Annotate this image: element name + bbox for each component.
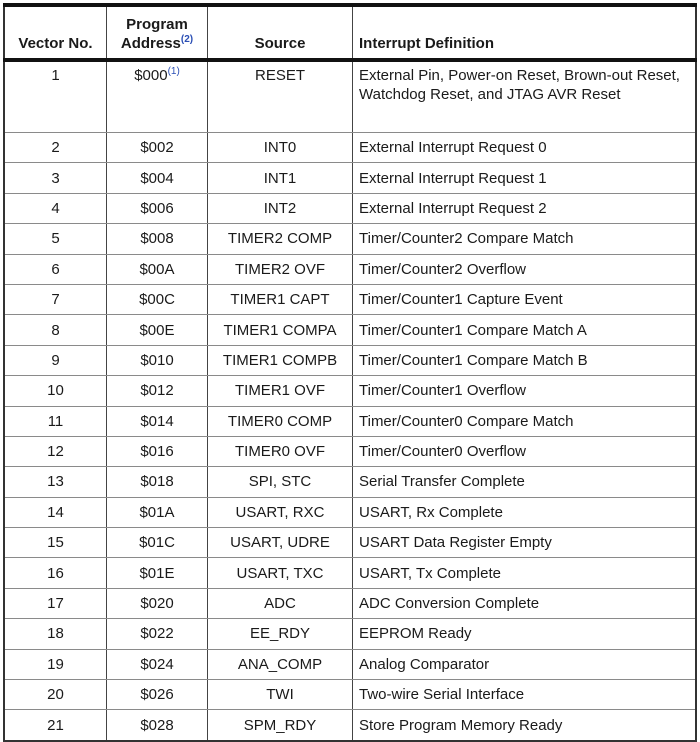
- cell-interrupt-definition: Store Program Memory Ready: [353, 710, 697, 741]
- address-value: $01A: [139, 503, 175, 521]
- cell-interrupt-definition: Analog Comparator: [353, 649, 697, 679]
- cell-interrupt-definition: ADC Conversion Complete: [353, 588, 697, 618]
- cell-source: TIMER1 OVF: [208, 376, 353, 406]
- cell-source: TIMER2 OVF: [208, 254, 353, 284]
- address-value: $006: [140, 199, 174, 217]
- cell-source: ANA_COMP: [208, 649, 353, 679]
- address-value: $00A: [139, 260, 175, 278]
- cell-vector-no: 15: [4, 528, 107, 558]
- address-value: $01C: [139, 534, 175, 552]
- table-row: [4, 254, 696, 284]
- address-value: $018: [140, 473, 174, 491]
- table-row: [4, 558, 696, 588]
- cell-source: TIMER2 COMP: [208, 224, 353, 254]
- cell-vector-no: 1: [4, 60, 107, 133]
- cell-interrupt-definition: External Interrupt Request 1: [353, 163, 697, 193]
- cell-source: SPM_RDY: [208, 710, 353, 741]
- address-value: $022: [140, 625, 174, 643]
- cell-source: ADC: [208, 588, 353, 618]
- table-row: [4, 345, 696, 375]
- address-value: $012: [140, 382, 174, 400]
- table-row: [4, 649, 696, 679]
- header-program-address-line1: Program: [126, 16, 188, 33]
- header-source: Source: [208, 5, 353, 60]
- cell-program-address: [107, 528, 208, 558]
- cell-vector-no: 10: [4, 376, 107, 406]
- cell-vector-no: 18: [4, 619, 107, 649]
- cell-program-address: [107, 588, 208, 618]
- header-interrupt-definition: Interrupt Definition: [353, 5, 697, 60]
- cell-vector-no: 3: [4, 163, 107, 193]
- cell-program-address: [107, 284, 208, 314]
- cell-source: TIMER0 COMP: [208, 406, 353, 436]
- table-row: [4, 619, 696, 649]
- cell-vector-no: 13: [4, 467, 107, 497]
- cell-source: USART, TXC: [208, 558, 353, 588]
- cell-vector-no: 5: [4, 224, 107, 254]
- table-row: [4, 60, 696, 133]
- table-row: [4, 376, 696, 406]
- cell-program-address: [107, 467, 208, 497]
- cell-vector-no: 6: [4, 254, 107, 284]
- table-row: [4, 497, 696, 527]
- cell-vector-no: 7: [4, 284, 107, 314]
- cell-program-address: [107, 710, 208, 741]
- address-value: $014: [140, 412, 174, 430]
- cell-program-address: [107, 436, 208, 466]
- cell-interrupt-definition: Timer/Counter1 Capture Event: [353, 284, 697, 314]
- cell-source: TWI: [208, 680, 353, 710]
- cell-program-address: [107, 680, 208, 710]
- table-row: [4, 224, 696, 254]
- address-value: $010: [140, 351, 174, 369]
- cell-vector-no: 4: [4, 193, 107, 223]
- cell-interrupt-definition: External Interrupt Request 0: [353, 133, 697, 163]
- cell-interrupt-definition: USART Data Register Empty: [353, 528, 697, 558]
- cell-program-address: [107, 60, 208, 133]
- table-body: [4, 60, 696, 741]
- cell-source: EE_RDY: [208, 619, 353, 649]
- cell-vector-no: 8: [4, 315, 107, 345]
- address-value: $016: [140, 443, 174, 461]
- table-row: [4, 588, 696, 618]
- table-row: [4, 528, 696, 558]
- cell-source: INT1: [208, 163, 353, 193]
- interrupt-vector-table: [3, 3, 697, 742]
- cell-interrupt-definition: External Interrupt Request 2: [353, 193, 697, 223]
- cell-source: INT2: [208, 193, 353, 223]
- cell-vector-no: 11: [4, 406, 107, 436]
- header-program-address: [107, 5, 208, 60]
- address-value: $008: [140, 230, 174, 248]
- cell-vector-no: 16: [4, 558, 107, 588]
- cell-source: USART, RXC: [208, 497, 353, 527]
- header-row: [4, 5, 696, 60]
- cell-program-address: [107, 163, 208, 193]
- cell-program-address: [107, 345, 208, 375]
- address-value: $024: [140, 655, 174, 673]
- cell-interrupt-definition: Timer/Counter1 Compare Match B: [353, 345, 697, 375]
- cell-vector-no: 9: [4, 345, 107, 375]
- address-value: $002: [140, 139, 174, 157]
- cell-source: USART, UDRE: [208, 528, 353, 558]
- cell-interrupt-definition: USART, Tx Complete: [353, 558, 697, 588]
- table-row: [4, 315, 696, 345]
- cell-program-address: [107, 133, 208, 163]
- table-row: [4, 680, 696, 710]
- cell-interrupt-definition: External Pin, Power-on Reset, Brown-out Reset, Watchdog Reset, and JTAG AVR Reset: [353, 60, 697, 133]
- cell-interrupt-definition: Timer/Counter1 Overflow: [353, 376, 697, 406]
- cell-program-address: [107, 193, 208, 223]
- cell-vector-no: 2: [4, 133, 107, 163]
- footnote-ref-2[interactable]: (2): [180, 34, 194, 45]
- cell-program-address: [107, 649, 208, 679]
- table-row: [4, 284, 696, 314]
- cell-source: RESET: [208, 60, 353, 133]
- cell-interrupt-definition: Timer/Counter2 Compare Match: [353, 224, 697, 254]
- table-row: [4, 133, 696, 163]
- cell-program-address: [107, 376, 208, 406]
- cell-source: SPI, STC: [208, 467, 353, 497]
- address-value: $00C: [139, 291, 175, 309]
- cell-program-address: [107, 224, 208, 254]
- header-program-address-line2: Address: [120, 35, 181, 52]
- table-row: [4, 406, 696, 436]
- table-row: [4, 193, 696, 223]
- table-row: [4, 163, 696, 193]
- address-value: $026: [140, 686, 174, 704]
- cell-vector-no: 19: [4, 649, 107, 679]
- cell-vector-no: 12: [4, 436, 107, 466]
- cell-source: TIMER0 OVF: [208, 436, 353, 466]
- address-value: $01E: [139, 564, 175, 582]
- cell-interrupt-definition: Timer/Counter0 Overflow: [353, 436, 697, 466]
- address-value: $004: [140, 169, 174, 187]
- cell-vector-no: 21: [4, 710, 107, 741]
- cell-program-address: [107, 558, 208, 588]
- address-value: $00E: [139, 321, 175, 339]
- table-row: [4, 436, 696, 466]
- cell-interrupt-definition: Timer/Counter2 Overflow: [353, 254, 697, 284]
- cell-interrupt-definition: Timer/Counter0 Compare Match: [353, 406, 697, 436]
- cell-source: TIMER1 COMPB: [208, 345, 353, 375]
- cell-source: INT0: [208, 133, 353, 163]
- header-vector-no: Vector No.: [4, 5, 107, 60]
- cell-source: TIMER1 CAPT: [208, 284, 353, 314]
- address-value: $028: [140, 716, 174, 734]
- cell-program-address: [107, 619, 208, 649]
- table-row: [4, 467, 696, 497]
- footnote-ref-1[interactable]: (1): [167, 66, 180, 77]
- cell-program-address: [107, 406, 208, 436]
- cell-program-address: [107, 315, 208, 345]
- cell-interrupt-definition: USART, Rx Complete: [353, 497, 697, 527]
- address-value: $020: [140, 595, 174, 613]
- cell-vector-no: 20: [4, 680, 107, 710]
- address-value: $000: [134, 67, 168, 84]
- cell-interrupt-definition: Two-wire Serial Interface: [353, 680, 697, 710]
- cell-program-address: [107, 254, 208, 284]
- cell-interrupt-definition: Timer/Counter1 Compare Match A: [353, 315, 697, 345]
- cell-vector-no: 17: [4, 588, 107, 618]
- cell-interrupt-definition: Serial Transfer Complete: [353, 467, 697, 497]
- cell-vector-no: 14: [4, 497, 107, 527]
- cell-program-address: [107, 497, 208, 527]
- table-row: [4, 710, 696, 741]
- cell-interrupt-definition: EEPROM Ready: [353, 619, 697, 649]
- cell-source: TIMER1 COMPA: [208, 315, 353, 345]
